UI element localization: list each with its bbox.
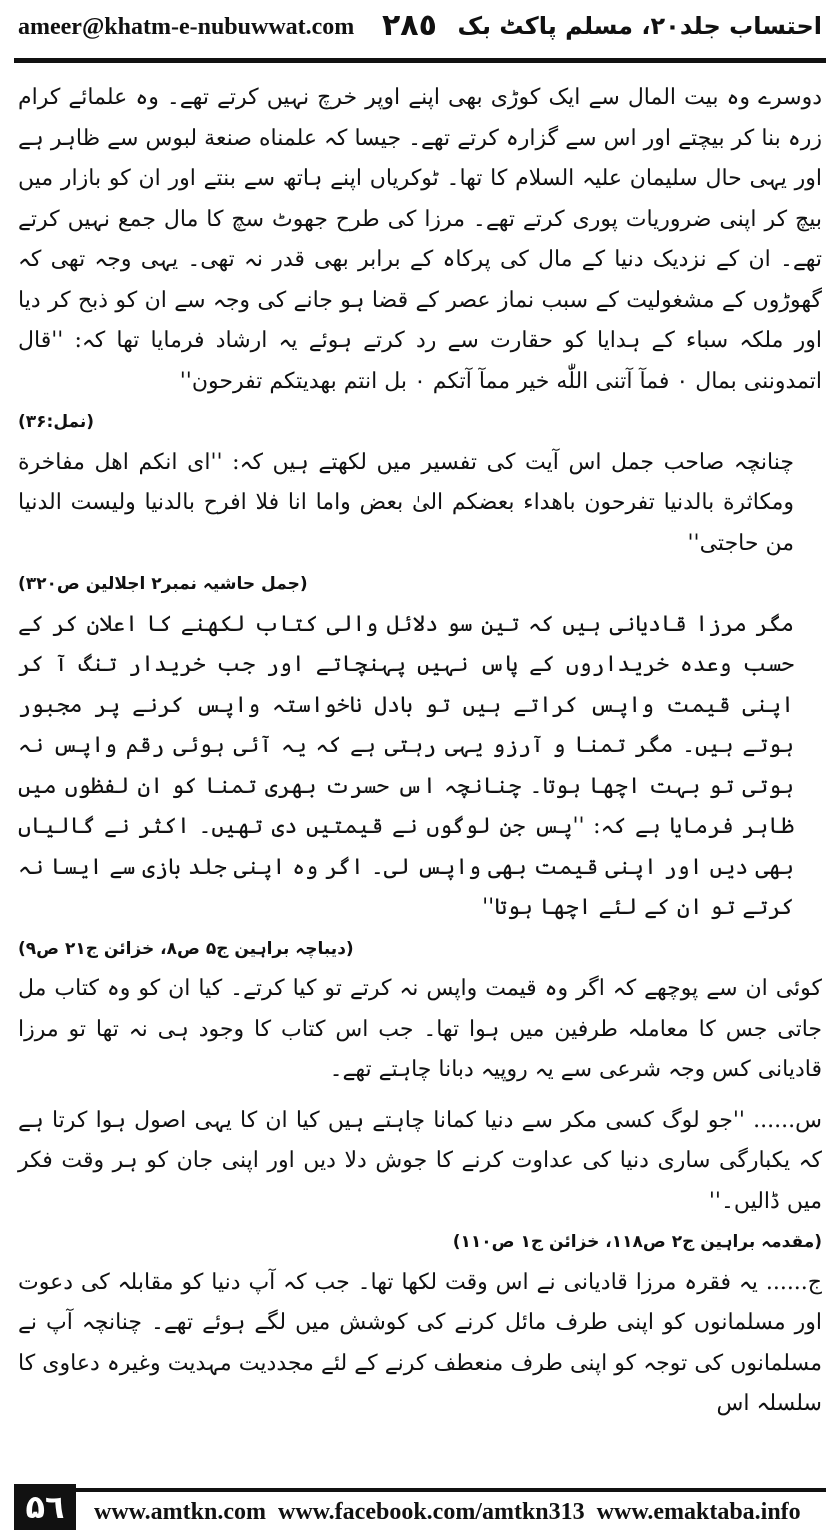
citation-line-naml [18,402,822,443]
footer-link-emaktaba[interactable]: www.emaktaba.info [596,1499,801,1525]
header-book-title: احتساب جلد۲۰، مسلم پاکٹ بک [457,12,822,40]
footer [0,1478,840,1540]
paragraph-2: چنانچہ صاحب جمل اس آیت کی تفسیر میں لکھتے ہیں کہ: ''ای انکم اھل مفاخرة ومکاثرة بالدنیا تفرحون باھداء بعضکم الیٰ بعض واما انا فلا افرح بالدنیا ولیست الدنیا من حاجتی'' [18,449,794,556]
citation-jamal: (جمل حاشیہ نمبر۲ اجلالین ص۳۲۰) [18,574,308,594]
paragraph-1: دوسرے وہ بیت المال سے ایک کوڑی بھی اپنے اوپر خرچ نہیں کرتے تھے۔ وہ علمائے کرام زرہ بنا کر بیچتے اور اس سے گزارہ کرتے تھے۔ جیسا کہ علمناه صنعة لبوس سے ظاہر ہے اور یہی حال سلیمان علیہ السلام کا تھا۔ ٹوکریاں اپنے ہاتھ سے بنتے اور ان کو بازار میں بیچ کر اپنی ضروریات پوری کرتے تھے۔ مرزا کی طرح جھوٹ سچ کا مال جمع نہیں کرتے تھے۔ ان کے نزدیک دنیا کے مال کی پرکاہ کے برابر بھی قدر نہ تھی۔ یہی وجہ تھی کہ گھوڑوں کے مشغولیت کے سبب نماز عصر کے قضا ہو جانے کی وجہ سے ان کو ذبح کر دیا اور ملکہ سباء کے ہدایا کو حقارت سے رد کرتے ہوئے یہ ارشاد فرمایا تھا کہ: ''قال اتمدوننی بمال ۰ فمآ آتنی اللّٰه خیر ممآ آتکم ۰ بل انتم بھدیتکم تفرحون'' [18,85,822,394]
page-body [18,78,822,1425]
citation-barahin: (دیباچہ براہین ج۵ ص۸، خزائن ج۲۱ ص۹) [18,938,354,959]
header-rule [14,58,826,63]
footer-link-facebook[interactable]: www.facebook.com/amtkn313 [278,1499,585,1525]
footer-link-amtkn[interactable]: www.amtkn.com [94,1499,266,1525]
paragraph-question: س...... ''جو لوگ کسی مکر سے دنیا کمانا چاہتے ہیں کیا ان کا یہی اصول ہوا کرتا ہے کہ یکبارگی ساری دنیا کی عداوت کرنے کا جوش دلا دیں اور اپنی جان کو ہر وقت فکر میں ڈالیں۔'' [18,1107,822,1214]
paragraph-answer: ج...... یہ فقرہ مرزا قادیانی نے اس وقت لکھا تھا۔ جب کہ آپ دنیا کو مقابلہ کی دعوت اور مسلمانوں کو اپنی طرف مائل کرنے کی کوشش میں لگے ہوئے تھے۔ چنانچہ آپ نے مسلمانوں کی توجہ کو اپنی طرف منعطف کرنے کے لئے مجددیت مہدیت وغیرہ دعاوی کا سلسلہ اس [18,1269,823,1416]
footer-links [94,1499,826,1526]
header-email: ameer@khatm-e-nubuwwat.com [18,14,355,40]
footer-rule [76,1488,826,1492]
citation-line-barahin [18,929,822,970]
citation-line-muqaddima [18,1222,822,1263]
header-page-number: ٢٨٥ [382,8,437,43]
footer-page-box: ۵٦ [14,1484,76,1530]
paragraph-3: مگر مرزا قادیانی ہیں کہ تین سو دلائل والی کتاب لکھنے کا اعلان کر کے حسب وعدہ خریداروں کے پاس نہیں پہنچاتے اور جب خریدار تنگ آ کر اپنی قیمت واپس کراتے ہیں تو بادل ناخواستہ واپس کرنے پر مجبور ہوتے ہیں۔ مگر تمنا و آرزو یہی رہتی ہے کہ یہ آئی ہوئی رقم واپس نہ ہوتی تو بہت اچھا ہوتا۔ چنانچہ اس حسرت بھری تمنا کو ان لفظوں میں ظاہر فرمایا ہے کہ: ''پس جن لوگوں نے قیمتیں دی تھیں۔ اکثر نے گالیاں بھی دیں اور اپنی قیمت بھی واپس لی۔ اگر وہ اپنی جلد بازی سے ایسا نہ کرتے تو ان کے لئے اچھا ہوتا'' [18,611,794,920]
citation-naml: (نمل:۳۶) [18,412,95,432]
citation-line-jamal [18,564,822,605]
paragraph-4: کوئی ان سے پوچھے کہ اگر وہ قیمت واپس نہ کرتے تو کیا کرتے۔ کیا ان کو وہ کتاب مل جاتی جس کا معاملہ طرفین میں ہوا تھا۔ جب اس کتاب کا وجود ہی نہ تھا تو مرزا قادیانی کس وجہ شرعی سے یہ روپیہ دبانا چاہتے تھے۔ [18,976,822,1082]
citation-muqaddima: (مقدمہ براہین ج۲ ص۱۱۸، خزائن ج۱ ص۱۱۰) [452,1232,822,1252]
